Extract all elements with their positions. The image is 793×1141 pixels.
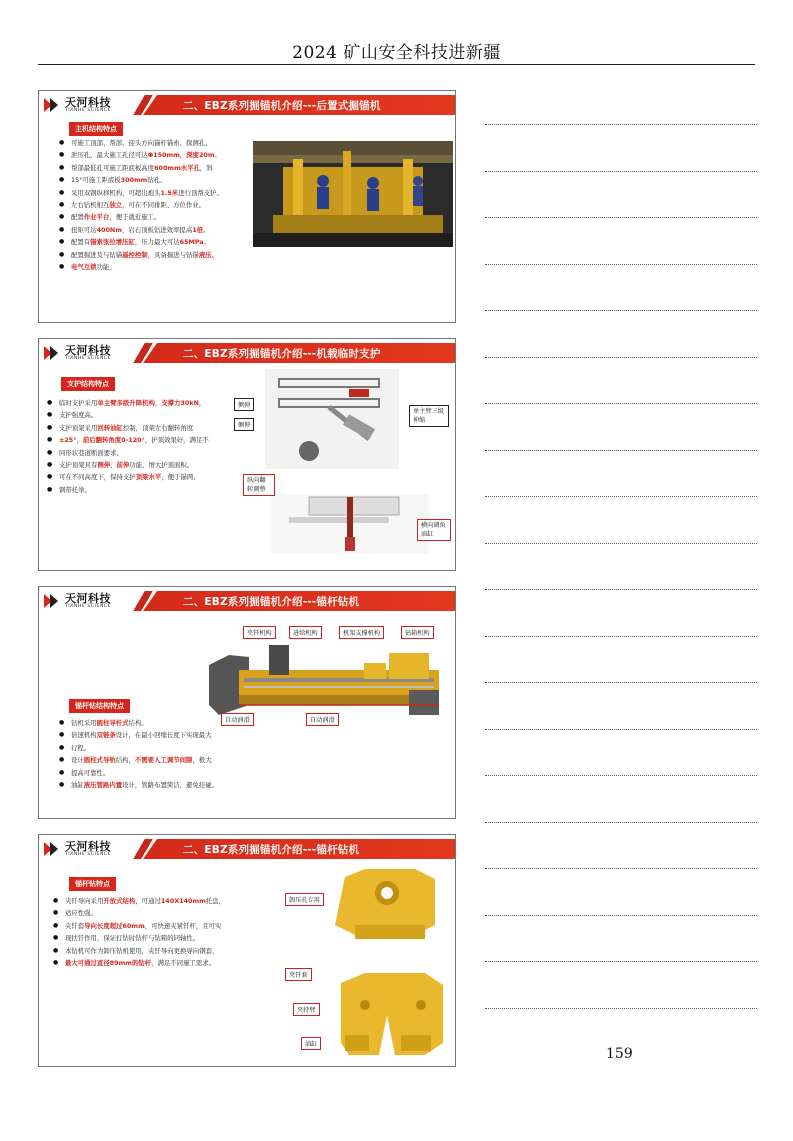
bullet-item (47, 409, 247, 421)
logo-text-en: TIANHE SCIENCE (65, 604, 112, 609)
callout-longitudinal-flip: 纵向翻转调整 (243, 474, 275, 496)
logo-mark-icon (43, 592, 61, 610)
bullet-text: ，岩石顶板钻进效率提高 (121, 225, 193, 234)
bullet-text: Φ150mm (147, 151, 180, 160)
slide-header (39, 339, 455, 367)
bullet-text: 。 (203, 238, 211, 247)
note-lines (485, 0, 757, 1141)
callout-feed-mechanism: 进给机构 (289, 626, 322, 639)
bullet-text: 前后翻转角度0-120° (82, 436, 145, 445)
bullet-text: 独立 (109, 201, 123, 210)
note-line (485, 171, 757, 172)
bullet-text: 深度20m (186, 151, 215, 160)
bullet-text: 300mm (120, 176, 148, 185)
bullet-text: ，护顶效果好，满足不 (144, 436, 209, 445)
note-line (485, 403, 757, 404)
bullet-item (59, 249, 329, 261)
bullet-text: 圆柱式导轨 (83, 756, 116, 765)
bullet-item (47, 484, 247, 496)
logo-text-cn: 天河科技 (65, 96, 111, 109)
page-number: 159 (606, 1046, 633, 1062)
note-line (485, 496, 757, 497)
bullet-text: 油缸 (71, 781, 84, 790)
bullet-item (47, 447, 247, 459)
slide-2 (38, 338, 456, 571)
callout-frame-support: 机架支撑机构 (339, 626, 384, 639)
bullet-text: 可施工顶部、帮部、迎头方向锚杆锚索、探测孔、 (71, 139, 212, 147)
bullet-list (53, 895, 303, 969)
bullet-item (59, 779, 299, 791)
bullet-text: 遥控控制 (122, 250, 148, 259)
section-tag: 锚杆钻结构特点 (69, 699, 130, 713)
bullet-text: 左右钻机相互 (71, 201, 110, 210)
bullet-text: 结构。 (128, 719, 148, 727)
bullet-text: 液压、 (198, 250, 218, 259)
temporary-support-diagram (249, 369, 429, 565)
slide-header (39, 587, 455, 615)
callout-cylinder: 油缸 (301, 1037, 321, 1050)
bullet-text: 1倍 (192, 225, 204, 234)
bullet-text: 65MPa (179, 238, 204, 247)
note-line (485, 636, 757, 637)
bullet-item (53, 920, 303, 932)
slide-3 (38, 586, 456, 819)
bullet-text: 功能。 (96, 263, 116, 272)
bullet-text: 行程。 (71, 743, 91, 752)
callout-clamp-arm: 夹持臂 (293, 1003, 320, 1016)
bullet-text: 托盘， (205, 897, 225, 905)
logo-mark-icon (43, 96, 61, 114)
bullet-text: ，可通过 (135, 897, 161, 905)
bullet-text: 锚索张拉增压缸 (90, 238, 135, 247)
tianhe-logo (43, 94, 143, 117)
bullet-text: 钢带托举。 (59, 485, 91, 494)
bullet-item (53, 945, 303, 957)
slide-header (39, 91, 455, 119)
callout-main-arm: 单主臂三级伸缩 (409, 405, 449, 427)
bullet-text: 采用双钢纵移机构，可超出炮头 (71, 188, 161, 197)
bullet-text: 同形状巷道断面要求。 (59, 448, 123, 457)
bullet-text: 设计，在最小回缩长度下实现最大 (115, 731, 212, 740)
bullet-text: 单主臂多级升降机构 (97, 399, 155, 407)
bullet-item (47, 397, 247, 409)
bullet-text: 夹钎套 (65, 921, 85, 930)
slide-title: 二、EBZ系列掘锚机介绍---锚杆钻机 (183, 596, 360, 608)
section-tag: 支护结构特点 (61, 377, 115, 391)
logo-text-en: TIANHE SCIENCE (65, 852, 112, 857)
bullet-item (59, 717, 299, 729)
bullet-item (47, 459, 247, 471)
bullet-text: 顶梁水平 (135, 473, 162, 482)
note-line (485, 450, 757, 451)
bullet-item (59, 767, 299, 779)
note-line (485, 264, 757, 265)
bullet-text: ， (179, 151, 187, 160)
logo-mark-icon (43, 840, 61, 858)
bullet-text: 临时支护采用 (59, 399, 98, 407)
bullet-text: 作业平台 (83, 213, 110, 222)
bullet-text: 1.5米 (160, 188, 179, 197)
note-line (485, 124, 757, 125)
bullet-item (59, 754, 299, 766)
bullet-text: 配置有 (71, 238, 91, 247)
bullet-text: 导向长度超过60mm (84, 921, 145, 930)
note-line (485, 310, 757, 311)
tianhe-logo (43, 342, 143, 365)
tianhe-logo (43, 590, 143, 613)
bullet-list (59, 717, 299, 791)
clamp-guide-render (325, 865, 445, 1065)
page-header: 2024 矿山安全科技进新疆 (292, 43, 501, 63)
bullet-text: 支护顶架采用 (59, 423, 98, 432)
bullet-text: 最大可通过直径89mm的钻杆 (65, 959, 152, 968)
bullet-text: ，便于锚网、 (161, 473, 200, 482)
bullet-text: 不需要人工调节间隙 (134, 756, 193, 765)
logo-mark-icon (43, 344, 61, 362)
bullet-item (47, 471, 247, 483)
bullet-text: ，可快速夹紧钎杆，且可实 (144, 921, 222, 930)
note-line (485, 589, 757, 590)
callout-relief-hole: 卸压孔专用 (285, 893, 324, 906)
note-line (485, 961, 757, 962)
slide-title: 二、EBZ系列掘锚机介绍---后置式掘锚机 (183, 100, 381, 112)
bullet-text: 电气互锁 (71, 263, 97, 272)
note-line (485, 775, 757, 776)
callout-auto-lube-2: 自动润滑 (306, 713, 339, 726)
bullet-text: 双链条 (96, 731, 116, 740)
bullet-text: 设计，管路布置简洁，避免挂碰。 (122, 781, 218, 790)
callout-lateral-cylinder: 横向调角油缸 (417, 519, 451, 541)
bullet-item (47, 422, 247, 434)
callout-clamp-mechanism: 夹钎机构 (243, 626, 276, 639)
logo-text-cn: 天河科技 (65, 592, 111, 605)
bullet-text: 前伸 (116, 461, 130, 470)
bullet-text: 400Nm (96, 225, 122, 234)
bullet-text: 、 (110, 461, 117, 470)
logo-text-en: TIANHE SCIENCE (65, 108, 112, 113)
bullet-text: 侧伸 (97, 461, 111, 470)
callout-drill-box: 钻箱机构 (401, 626, 434, 639)
bullet-text: 配置掘进及与钻锚 (71, 250, 123, 259)
bullet-text: 。 (203, 225, 210, 234)
bullet-item (53, 932, 303, 944)
bullet-text: ，可在不同排距、方位作业。 (122, 201, 206, 210)
bullet-text: 可在不同高度下，保持支护 (59, 473, 136, 482)
bullet-text: ，具备掘进与钻锚 (147, 250, 199, 259)
bullet-text: ，极大 (192, 756, 212, 765)
bullet-item (59, 261, 329, 273)
logo-text-cn: 天河科技 (65, 344, 111, 357)
bullet-text: 支护顶架具有 (59, 461, 98, 470)
bullet-text: ， (76, 436, 83, 445)
bullet-text: 配置 (71, 213, 84, 222)
callout-side-extend-2: 侧伸 (234, 418, 254, 431)
note-line (485, 822, 757, 823)
bullet-text: 本钻机可作为卸压钻机使用，夹钎导向更换导向钢套， (65, 946, 219, 955)
note-line (485, 217, 757, 218)
section-tag: 锚杆钻特点 (69, 877, 116, 891)
bullet-text: 。 (214, 151, 221, 160)
bullet-text: 支护强度高。 (59, 411, 98, 420)
note-line (485, 357, 757, 358)
bullet-text: ， (198, 399, 206, 407)
machine-tunnel-photo (253, 141, 453, 247)
bullet-text: 现扶钎作用，保证打钻时钻杆与钻箱的同轴性。 (65, 934, 200, 943)
slide-title: 二、EBZ系列掘锚机介绍---锚杆钻机 (183, 844, 360, 856)
bullet-text: 圆柱导杆式 (96, 719, 129, 727)
bullet-text: ，满足不同施工需求。 (151, 959, 216, 968)
bullet-text: 支撑力30kN (161, 399, 199, 407)
bullet-text: ，便于就近施工。 (109, 213, 161, 222)
bullet-item (53, 907, 303, 919)
note-line (485, 868, 757, 869)
bullet-text: 提高可靠性。 (71, 768, 110, 777)
bullet-text: 控制，顶架左右翻转角度 (122, 423, 194, 432)
slide-title: 二、EBZ系列掘锚机介绍---机载临时支护 (183, 348, 381, 360)
bullet-text: 15°可施工距底板 (71, 176, 121, 185)
tianhe-logo (43, 838, 143, 861)
bullet-text: 帮部最低孔可施工距底板高度 (71, 163, 155, 172)
note-line (485, 682, 757, 683)
callout-auto-lube-1: 自动润滑 (221, 713, 254, 726)
bullet-text: 回转油缸 (97, 423, 123, 432)
bullet-text: 泄压孔，最大施工孔径可达 (71, 151, 148, 160)
bullet-text: ±25° (59, 436, 77, 445)
bullet-text: 钻孔。 (147, 176, 167, 185)
note-line (485, 1008, 757, 1009)
logo-text-en: TIANHE SCIENCE (65, 356, 112, 361)
bullet-item (59, 729, 299, 741)
bullet-text: 适应性强。 (65, 909, 97, 918)
bullet-item (59, 742, 299, 754)
bullet-text: 140X140mm (160, 897, 206, 905)
bullet-text: 600mm水平孔 (154, 163, 200, 172)
bullet-text: 夹钎导向采用 (65, 897, 104, 905)
bullet-text: 进行顶帮支护。 (178, 188, 223, 197)
bullet-text: 扭矩可达 (71, 225, 97, 234)
note-line (485, 543, 757, 544)
bullet-text: ， (154, 399, 162, 407)
bullet-text: 钻机采用 (71, 719, 97, 727)
bullet-item (47, 434, 247, 446)
bullet-text: 结构， (115, 756, 135, 765)
bullet-text: 设计 (71, 756, 84, 765)
note-line (485, 915, 757, 916)
bullet-item (53, 957, 303, 969)
bullet-list (47, 397, 247, 496)
note-line (485, 729, 757, 730)
bullet-text: 液压管路内置 (83, 781, 123, 790)
bullet-text: ，压力最大可达 (134, 238, 180, 247)
logo-text-cn: 天河科技 (65, 840, 111, 853)
slide-header (39, 835, 455, 863)
slide-4 (38, 834, 456, 1067)
bullet-item (53, 895, 303, 907)
callout-clamp-sleeve: 夹钎套 (285, 968, 312, 981)
callout-side-extend-1: 侧伸 (234, 398, 254, 411)
bullet-text: 开放式结构 (103, 897, 136, 905)
bullet-text: ，斜 (199, 163, 213, 172)
bullet-text: 倍速机构 (71, 731, 97, 740)
bullet-text: 功能，增大护顶面积。 (129, 461, 194, 470)
section-tag: 主机结构特点 (69, 122, 123, 136)
slide-1 (38, 90, 456, 323)
